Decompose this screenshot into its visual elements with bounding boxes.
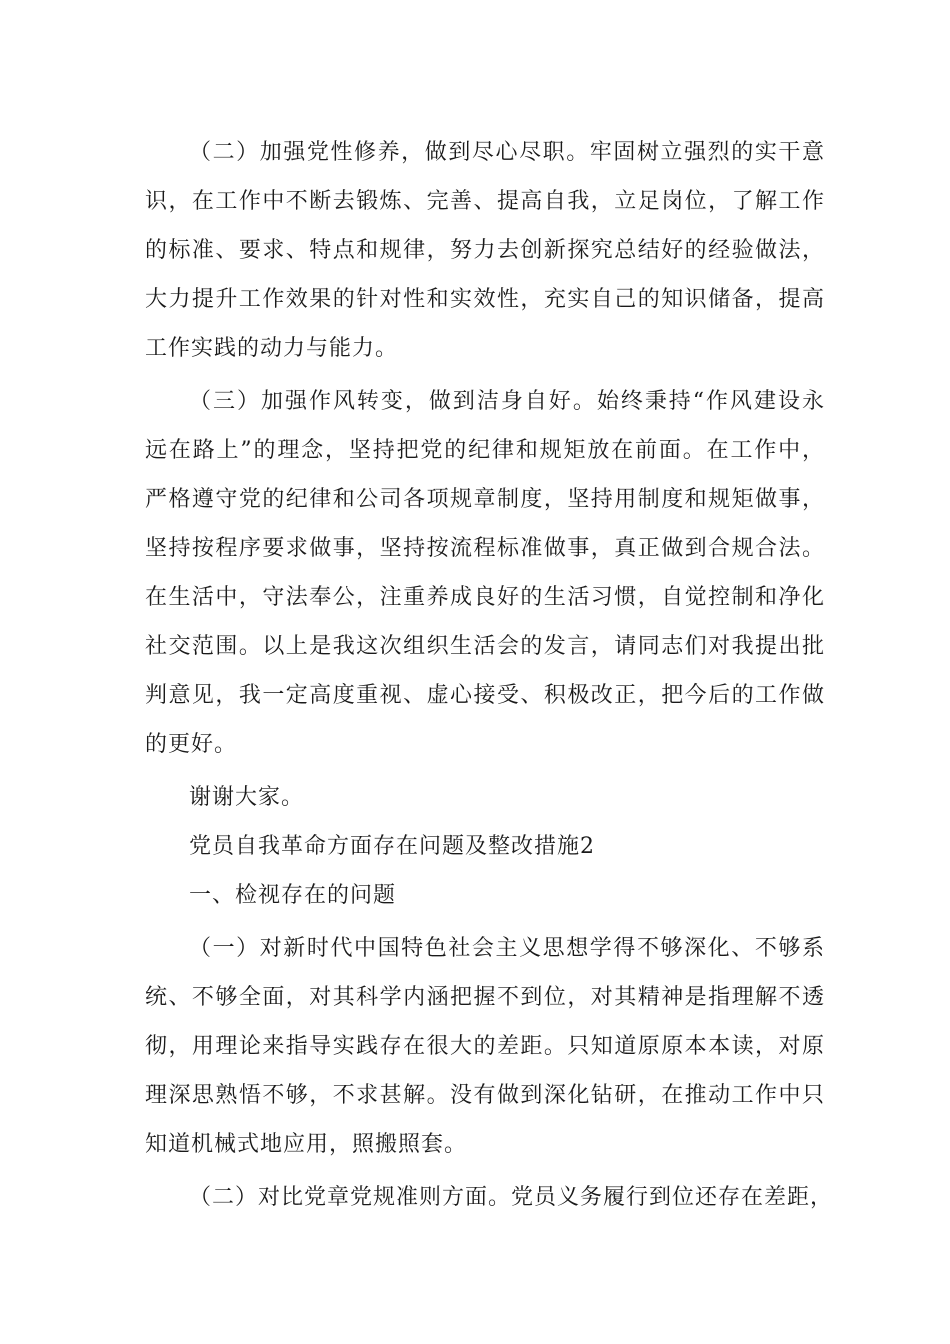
- closing-line: 谢谢大家。: [189, 785, 305, 810]
- text-line: （二）对比党章党规准则方面。党员义务履行到位还存在差距，: [189, 1185, 834, 1210]
- text-line: 在生活中，守法奉公，注重养成良好的生活习惯，自觉控制和净化: [145, 585, 825, 610]
- text-line: 彻，用理论来指导实践存在很大的差距。只知道原原本本读，对原: [145, 1034, 825, 1059]
- text-line: 的更好。: [145, 732, 238, 757]
- text-line: 统、不够全面，对其科学内涵把握不到位，对其精神是指理解不透: [145, 985, 825, 1010]
- text-line: 识，在工作中不断去锻炼、完善、提高自我，立足岗位，了解工作: [145, 189, 825, 214]
- text-line: 工作实践的动力与能力。: [145, 336, 399, 361]
- text-line: 远在路上”的理念，坚持把党的纪律和规矩放在前面。在工作中，: [145, 438, 825, 463]
- text-line: 知道机械式地应用，照搬照套。: [145, 1132, 468, 1157]
- section-title: 党员自我革命方面存在问题及整改措施2: [189, 834, 595, 859]
- text-line: 大力提升工作效果的针对性和实效性，充实自己的知识储备，提高: [145, 287, 825, 312]
- text-line: 社交范围。以上是我这次组织生活会的发言，请同志们对我提出批: [145, 634, 825, 659]
- section-heading: 一、检视存在的问题: [189, 883, 397, 908]
- text-line: （一）对新时代中国特色社会主义思想学得不够深化、不够系: [189, 936, 825, 961]
- text-line: 严格遵守党的纪律和公司各项规章制度，坚持用制度和规矩做事，: [145, 487, 825, 512]
- text-line: （二）加强党性修养，做到尽心尽职。牢固树立强烈的实干意: [189, 140, 825, 165]
- text-line: 的标准、要求、特点和规律，努力去创新探究总结好的经验做法，: [145, 238, 825, 263]
- text-line: 理深思熟悟不够，不求甚解。没有做到深化钻研，在推动工作中只: [145, 1083, 825, 1108]
- text-line: 判意见，我一定高度重视、虚心接受、积极改正，把今后的工作做: [145, 683, 825, 708]
- text-line: （三）加强作风转变，做到洁身自好。始终秉持“作风建设永: [189, 389, 825, 414]
- text-line: 坚持按程序要求做事，坚持按流程标准做事，真正做到合规合法。: [145, 536, 825, 561]
